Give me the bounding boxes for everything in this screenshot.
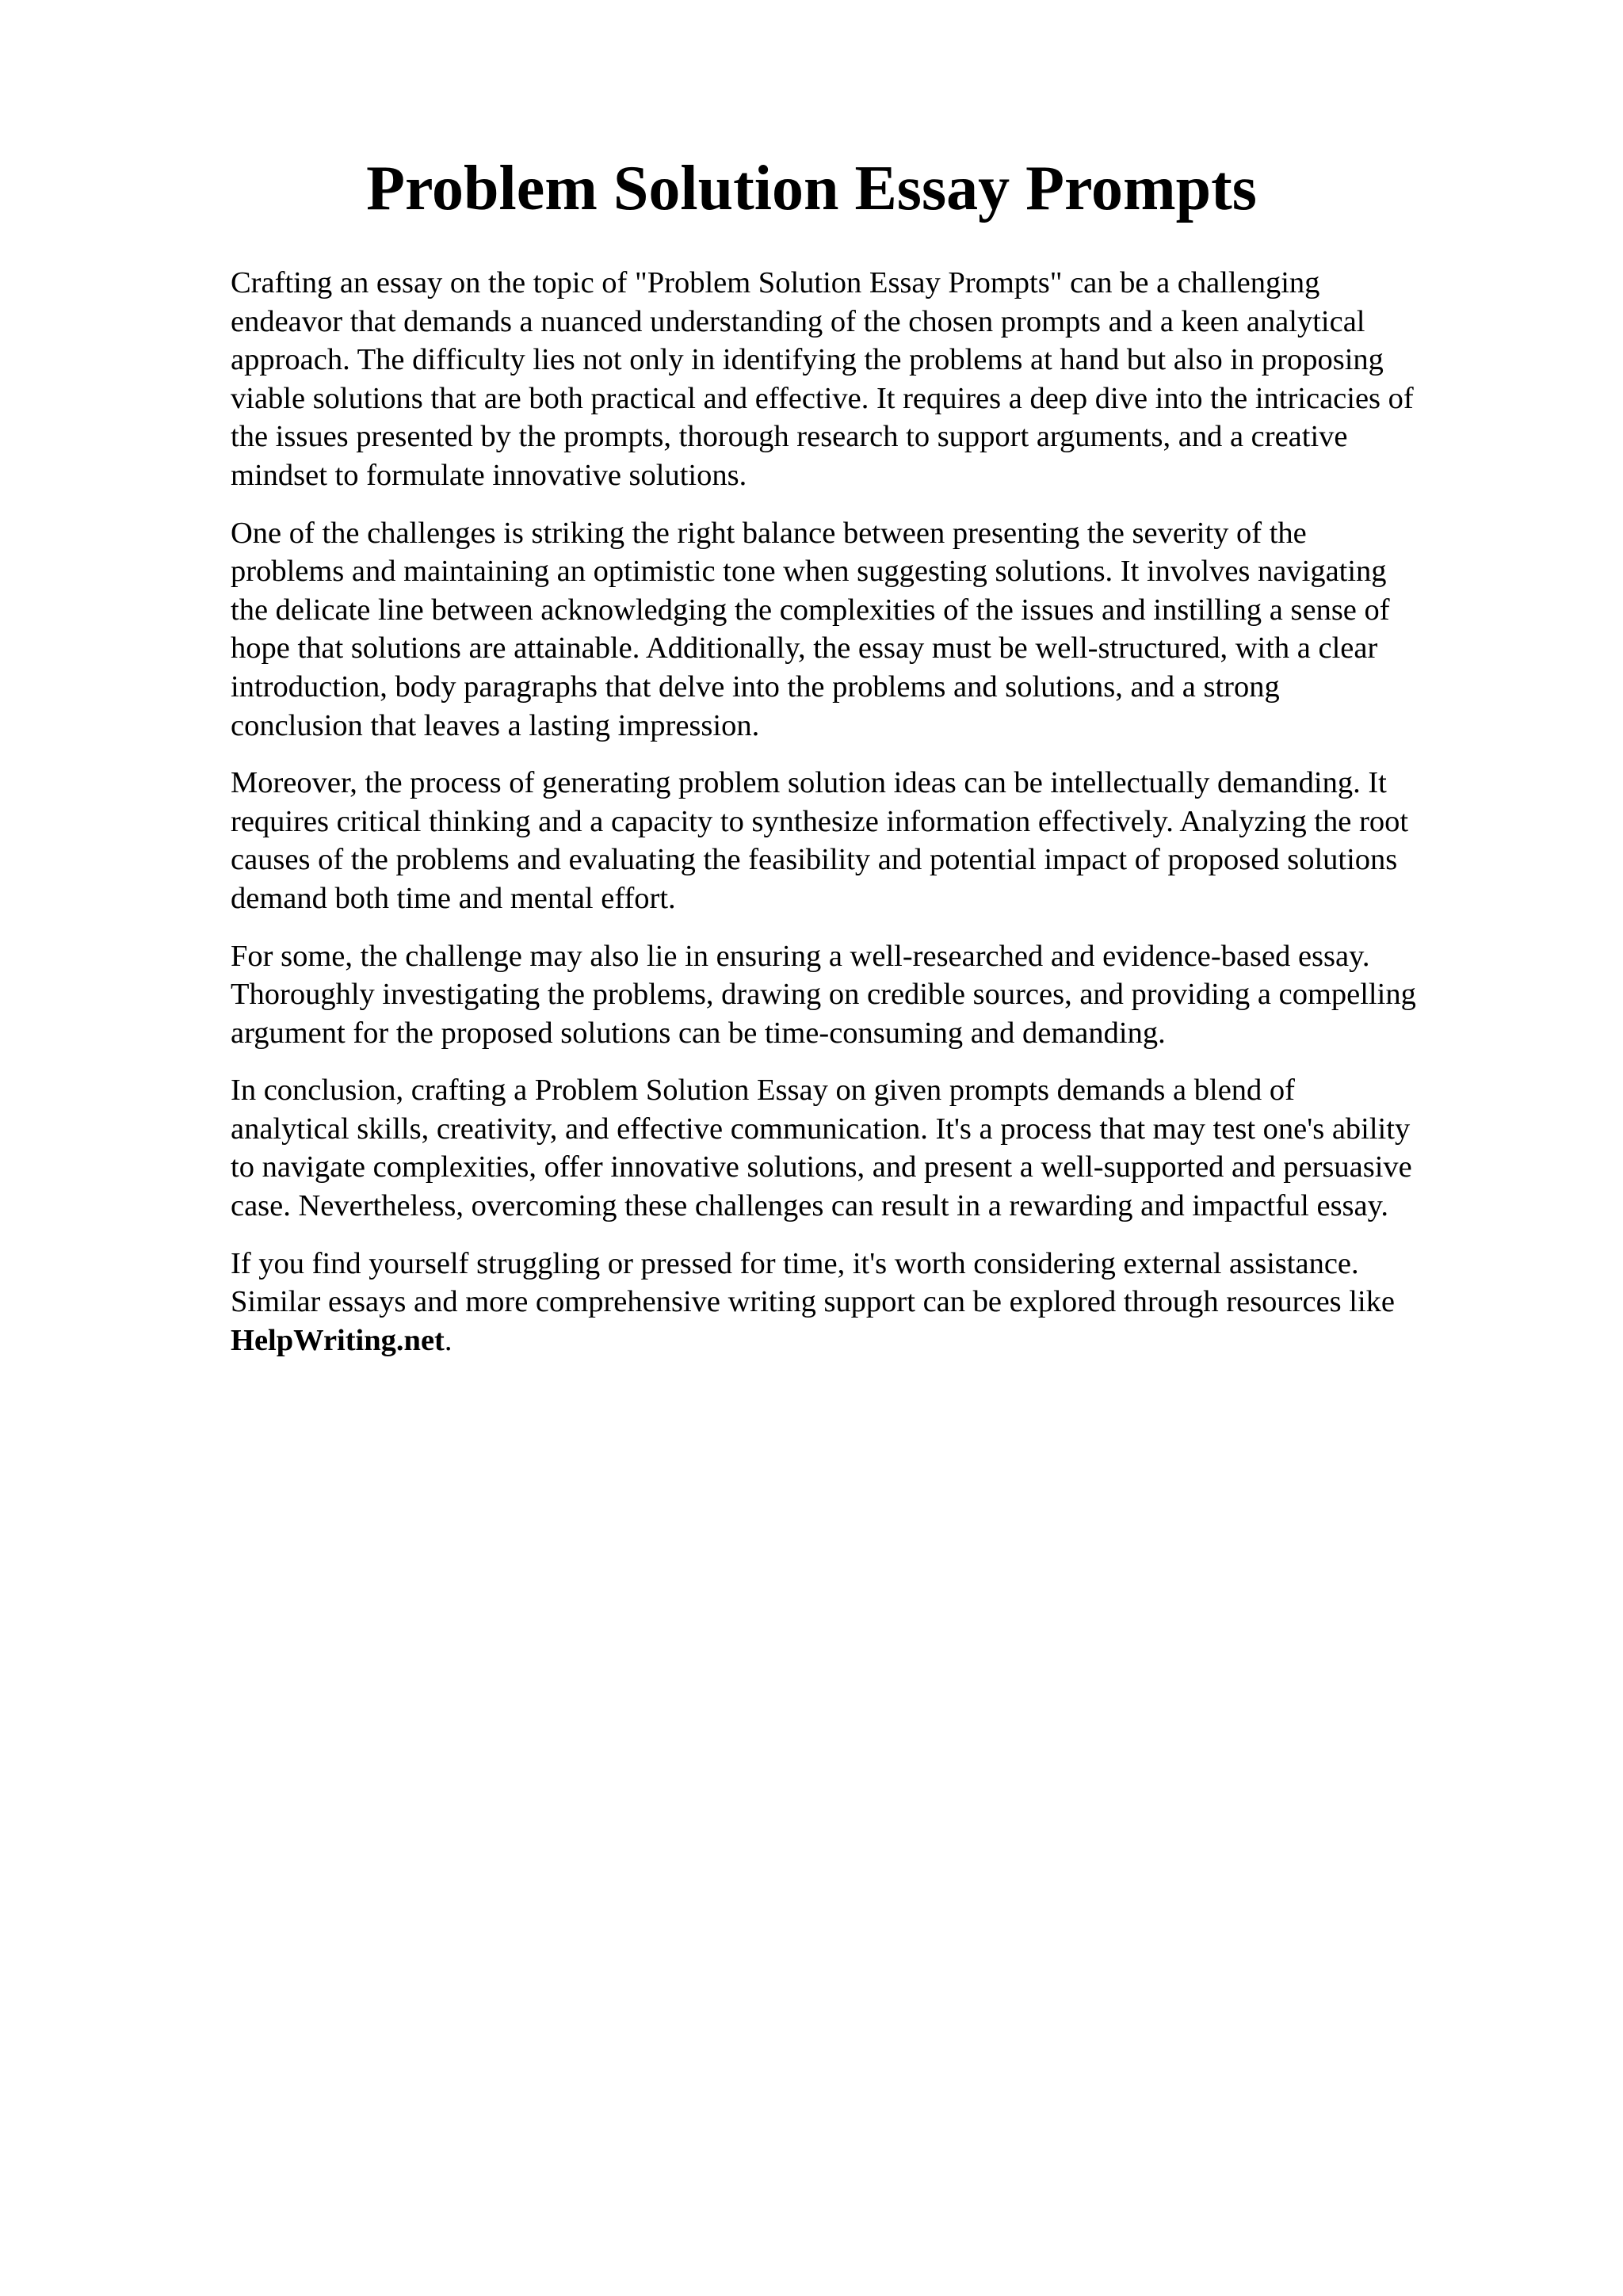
- text-line: endeavor that demands a nuanced understanding of the chosen prompts and a keen analytical: [231, 304, 1365, 338]
- paragraph-conclusion: [231, 1071, 1514, 1225]
- text-line: hope that solutions are attainable. Additionally, the essay must be well-structured, with a clear: [231, 631, 1378, 666]
- paragraph-challenges: [231, 514, 1514, 746]
- text-line: problems and maintaining an optimistic tone when suggesting solutions. It involves navigating: [231, 555, 1387, 589]
- text-line: to navigate complexities, offer innovative solutions, and present a well-supported and persuasive: [231, 1150, 1412, 1184]
- text-line: requires critical thinking and a capacity to synthesize information effectively. Analyzing the root: [231, 804, 1409, 838]
- text-line: For some, the challenge may also lie in ensuring a well-researched and evidence-based essay.: [231, 939, 1370, 973]
- text-line: mindset to formulate innovative solutions.: [231, 458, 747, 492]
- text-line: the issues presented by the prompts, thorough research to support arguments, and a creative: [231, 420, 1348, 454]
- text-line: Similar essays and more comprehensive writing support can be explored through resources like: [231, 1285, 1396, 1319]
- text-line: argument for the proposed solutions can be time-consuming and demanding.: [231, 1016, 1166, 1050]
- text-line: causes of the problems and evaluating the feasibility and potential impact of proposed solutions: [231, 843, 1398, 877]
- page-title: Problem Solution Essay Prompts: [366, 154, 1257, 223]
- text-line: Thoroughly investigating the problems, drawing on credible sources, and providing a compelling: [231, 978, 1416, 1012]
- text-line: If you find yourself struggling or pressed for time, it's worth considering external assistance.: [231, 1246, 1359, 1280]
- paragraph-intro: [231, 264, 1514, 495]
- text-line: [231, 1322, 1514, 1360]
- text-line: Crafting an essay on the topic of "Problem Solution Essay Prompts" can be a challenging: [231, 266, 1320, 299]
- text-line: One of the challenges is striking the right balance between presenting the severity of the: [231, 516, 1307, 550]
- paragraph-research: [231, 937, 1514, 1053]
- text-line: demand both time and mental effort.: [231, 881, 676, 915]
- text-line: Moreover, the process of generating problem solution ideas can be intellectually demanding. It: [231, 766, 1387, 800]
- paragraph-moreover: [231, 764, 1514, 917]
- text-line: case. Nevertheless, overcoming these challenges can result in a rewarding and impactful essay.: [231, 1189, 1389, 1223]
- text-line: In conclusion, crafting a Problem Solution Essay on given prompts demands a blend of: [231, 1074, 1295, 1108]
- text-line: the delicate line between acknowledging the complexities of the issues and instilling a sense of: [231, 593, 1390, 627]
- text-line: approach. The difficulty lies not only in identifying the problems at hand but also in proposing: [231, 343, 1384, 377]
- link-period: .: [444, 1323, 453, 1357]
- text-line: analytical skills, creativity, and effective communication. It's a process that may test one's ability: [231, 1112, 1411, 1146]
- text-line: introduction, body paragraphs that delve into the problems and solutions, and a strong: [231, 669, 1280, 704]
- paragraph-assistance: [231, 1245, 1514, 1360]
- helpwriting-link[interactable]: HelpWriting.net: [231, 1323, 445, 1357]
- text-line: conclusion that leaves a lasting impression.: [231, 708, 760, 742]
- essay-body: [231, 264, 1514, 1379]
- text-line: viable solutions that are both practical and effective. It requires a deep dive into the intricacies of: [231, 381, 1414, 415]
